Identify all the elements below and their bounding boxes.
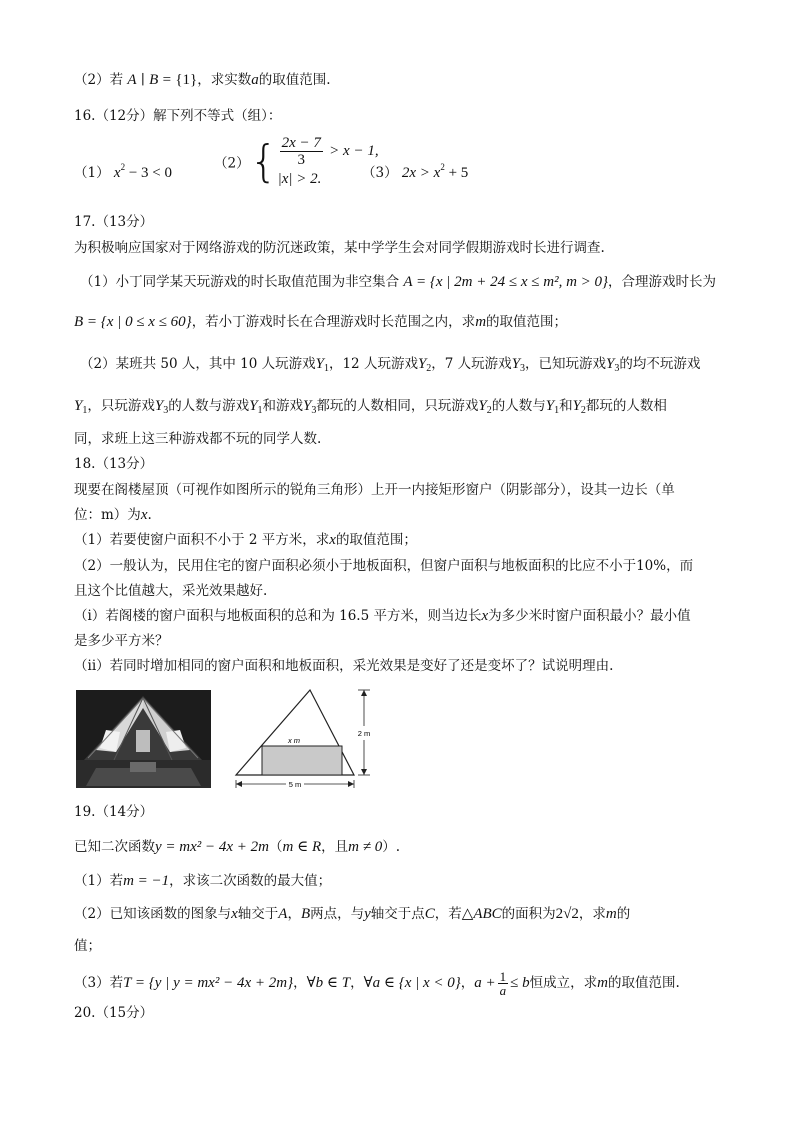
q17-p2-f: ，只玩游戏 — [87, 398, 155, 414]
var-y: y — [364, 906, 371, 922]
q17-p1-text: （1）小丁同学某天玩游戏的时长取值范围为非空集合 — [80, 274, 400, 290]
q19-p2-h: ，求 — [578, 906, 606, 922]
sub-1d: 1 — [554, 405, 560, 416]
q17-p2-i: 都玩的人数相同，只玩游戏 — [316, 398, 479, 414]
q19-p1-b: ，求该二次函数的最大值； — [169, 873, 332, 889]
q19-intro-b: （ — [269, 839, 283, 855]
y3c: Y — [154, 398, 164, 414]
set-a-def: A = {x | 2m + 24 ≤ x ≤ m², m > 0} — [403, 274, 609, 290]
y2: Y — [417, 356, 427, 372]
q16-p2-label: （2） — [214, 155, 250, 172]
q17-p2-h: 和游戏 — [262, 398, 304, 414]
set-value: {1} — [175, 72, 198, 88]
q17-p1-text-d: 的取值范围； — [486, 314, 568, 330]
q17-p2-k: 和 — [559, 398, 573, 414]
q16-p3-exp: 2 — [440, 162, 445, 172]
sub-3b: 3 — [614, 363, 620, 374]
q19-part3 — [74, 970, 680, 997]
q18-pi-a: （i）若阁楼的窗户面积与地板面积的总和为 16.5 平方米，则当边长 — [74, 608, 482, 624]
q19-p3-e: 恒成立，求 — [529, 975, 598, 991]
eq-symbol: = — [162, 72, 172, 88]
fraction — [280, 135, 323, 168]
q17-p2-c: ，7 人玩游戏 — [431, 356, 512, 372]
q17-intro: 为积极响应国家对于网络游戏的防沉迷政策，某中学学生会对同学假期游戏时长进行调查. — [74, 240, 605, 256]
q19-part2-line1 — [74, 904, 630, 924]
q16-part3 — [362, 157, 468, 183]
q19-p2-e: 轴交于点 — [370, 906, 425, 922]
top-width-label: x m — [287, 736, 301, 745]
sub-1b: 1 — [82, 405, 88, 416]
q17-part1-line2 — [74, 312, 567, 332]
q19-p3-d: ， — [460, 975, 475, 991]
q19-p2-b: 轴交于 — [237, 906, 279, 922]
quadratic-function: y = mx² − 4x + 2m — [155, 839, 270, 855]
q17-p2-l: 都玩的人数相 — [585, 398, 667, 414]
q19-p1-a: （1）若 — [74, 873, 124, 889]
q18-header: 18.（13分） — [74, 456, 154, 472]
ineq-right: ≤ b — [510, 975, 530, 991]
q17-header: 17.（13分） — [74, 214, 154, 230]
set-b: B — [149, 72, 159, 88]
q18-part-ii: （ii）若同时增加相同的窗户面积和地板面积，采光效果是变好了还是变坏了？试说明理由. — [74, 658, 614, 674]
q18-l2-a: 位：m）为 — [74, 507, 141, 523]
q19-p2-i: 的 — [616, 906, 631, 922]
system-brace-icon: { — [249, 135, 278, 187]
system-row-2: |x| > 2. — [277, 171, 322, 187]
q17-part2-line2 — [74, 396, 667, 421]
q16-part2 — [214, 135, 379, 188]
row1-rhs: > x − 1, — [329, 143, 379, 159]
q19-p2-c: ， — [287, 906, 301, 922]
q19-p3-b: ， — [293, 975, 307, 991]
q17-p2-g: 的人数与游戏 — [168, 398, 250, 414]
q18-part-i-line1 — [74, 606, 691, 626]
q16-p3-expr: 2x > x — [401, 165, 441, 181]
q16-p1-expr: x — [113, 165, 121, 181]
y1b: Y — [74, 398, 83, 414]
q17-p2-a: （2）某班共 50 人，其中 10 人玩游戏 — [80, 356, 316, 372]
q17-p2-b: ，12 人玩游戏 — [328, 356, 418, 372]
var-m: m — [605, 906, 617, 922]
sub-2: 2 — [426, 363, 432, 374]
window-rectangle — [262, 746, 342, 775]
triangle-abc: △ABC — [461, 906, 502, 922]
bar-symbol: ∣ — [140, 72, 145, 88]
var-x: x — [481, 608, 489, 624]
q18-part1 — [74, 530, 417, 550]
var-m: m — [475, 314, 487, 330]
height-label: 2 m — [357, 729, 371, 738]
q15-prefix: （2）若 — [74, 72, 124, 88]
q16-header: 16.（12分）解下列不等式（组）： — [74, 108, 282, 124]
q16-p1-label: （1） — [74, 165, 110, 181]
q16-part1 — [74, 157, 172, 183]
q19-intro-d: ）. — [382, 839, 400, 855]
q19-intro-a: 已知二次函数 — [74, 839, 155, 855]
fraction-1-over-a — [498, 970, 509, 997]
var-m: m — [597, 975, 608, 991]
y2b: Y — [478, 398, 487, 414]
sub-1: 1 — [323, 363, 329, 374]
sub-2b: 2 — [486, 405, 492, 416]
q19-p3-f: 的取值范围. — [608, 975, 680, 991]
q19-intro — [74, 837, 400, 857]
q15-tail: 的取值范围. — [258, 72, 331, 88]
y2c: Y — [572, 398, 581, 414]
y1c: Y — [249, 398, 258, 414]
q19-cond-1: m ∈ R — [282, 839, 322, 855]
q17-p1-text-b: ，合理游戏时长为 — [608, 274, 717, 290]
var-x: x — [329, 532, 336, 548]
fraction-denominator: a — [499, 983, 507, 998]
sub-1c: 1 — [257, 405, 263, 416]
q19-part1 — [74, 871, 331, 891]
q16-p3-label: （3） — [362, 165, 398, 181]
y3b: Y — [606, 356, 615, 372]
sub-3: 3 — [520, 363, 526, 374]
q16-p1-rest: − 3 < 0 — [125, 165, 172, 181]
q19-p2-g: 的面积为 — [501, 906, 556, 922]
q19-part2-line2: 值； — [74, 938, 101, 954]
q20-header: 20.（15分） — [74, 1005, 154, 1021]
q19-p2-a: （2）已知该函数的图象与 — [74, 906, 232, 922]
q17-p2-e: 的均不玩游戏 — [619, 356, 701, 372]
q18-line1: 现要在阁楼屋顶（可视作如图所示的锐角三角形）上开一内接矩形窗户（阴影部分），设其一边长（单 — [74, 482, 675, 498]
q16-p3-rest: + 5 — [444, 165, 469, 181]
q15-part2 — [74, 70, 331, 90]
q15-suffix: ，求实数 — [197, 72, 252, 88]
q19-p3-c: ， — [350, 975, 364, 991]
fraction-numerator: 2x − 7 — [281, 135, 321, 151]
fraction-denominator: 3 — [297, 152, 305, 168]
sub-2c: 2 — [580, 405, 586, 416]
y3: Y — [511, 356, 521, 372]
base-label: 5 m — [288, 780, 302, 789]
var-a: a — [251, 72, 259, 88]
q17-part1-line1 — [80, 272, 716, 292]
set-b-def: B = {x | 0 ≤ x ≤ 60} — [74, 314, 192, 330]
sub-3d: 3 — [311, 405, 317, 416]
q18-part-i-line2: 是多少平方米？ — [74, 633, 169, 649]
attic-photo — [76, 690, 211, 788]
q18-pi-b: 为多少米时窗户面积最小？最小值 — [488, 608, 691, 624]
q19-intro-c: ，且 — [321, 839, 349, 855]
q17-part2-line3: 同，求班上这三种游戏都不玩的同学人数. — [74, 431, 322, 447]
q17-part2-line1 — [80, 354, 700, 379]
q19-p3-a: （3）若 — [74, 975, 124, 991]
y1: Y — [315, 356, 324, 372]
q19-p2-f: ，若 — [434, 906, 462, 922]
forall-a: ∀a ∈ {x | x < 0} — [363, 975, 461, 991]
set-a: A — [127, 72, 137, 88]
y1d: Y — [545, 398, 555, 414]
ineq-left: a + — [474, 975, 496, 991]
y3d: Y — [303, 398, 312, 414]
q18-line2 — [74, 505, 152, 525]
q19-p1-eq: m = −1 — [123, 873, 170, 889]
triangle-window-diagram — [228, 688, 388, 793]
q16-p1-exp: 2 — [120, 162, 126, 172]
q18-p1-b: 的取值范围； — [335, 532, 417, 548]
q19-p2-d: 两点，与 — [310, 906, 365, 922]
point-a: A — [278, 906, 288, 922]
q18-part2-line1: （2）一般认为，民用住宅的窗户面积必须小于地板面积，但窗户面积与地板面积的比应不小于10%，而 — [74, 558, 694, 574]
q17-p2-j: 的人数与 — [491, 398, 546, 414]
var-x: x — [140, 507, 148, 523]
point-c: C — [424, 906, 435, 922]
q18-part2-line2: 且这个比值越大，采光效果越好. — [74, 583, 268, 599]
area-value: 2√2 — [555, 906, 579, 922]
sub-3c: 3 — [163, 405, 169, 416]
q17-p2-d: ，已知玩游戏 — [525, 356, 607, 372]
q18-p1-a: （1）若要使窗户面积不小于 2 平方米，求 — [74, 532, 330, 548]
var-x: x — [231, 906, 238, 922]
q19-header: 19.（14分） — [74, 804, 154, 820]
forall-b: ∀b ∈ T — [306, 975, 351, 991]
q17-p1-text-c: ，若小丁游戏时长在合理游戏时长范围之内，求 — [191, 314, 476, 330]
fraction-numerator: 1 — [499, 969, 507, 984]
set-t-def: T = {y | y = mx² − 4x + 2m} — [123, 975, 294, 991]
point-b: B — [300, 906, 311, 922]
q18-l2-b: . — [147, 507, 152, 523]
q19-cond-2: m ≠ 0 — [348, 839, 383, 855]
